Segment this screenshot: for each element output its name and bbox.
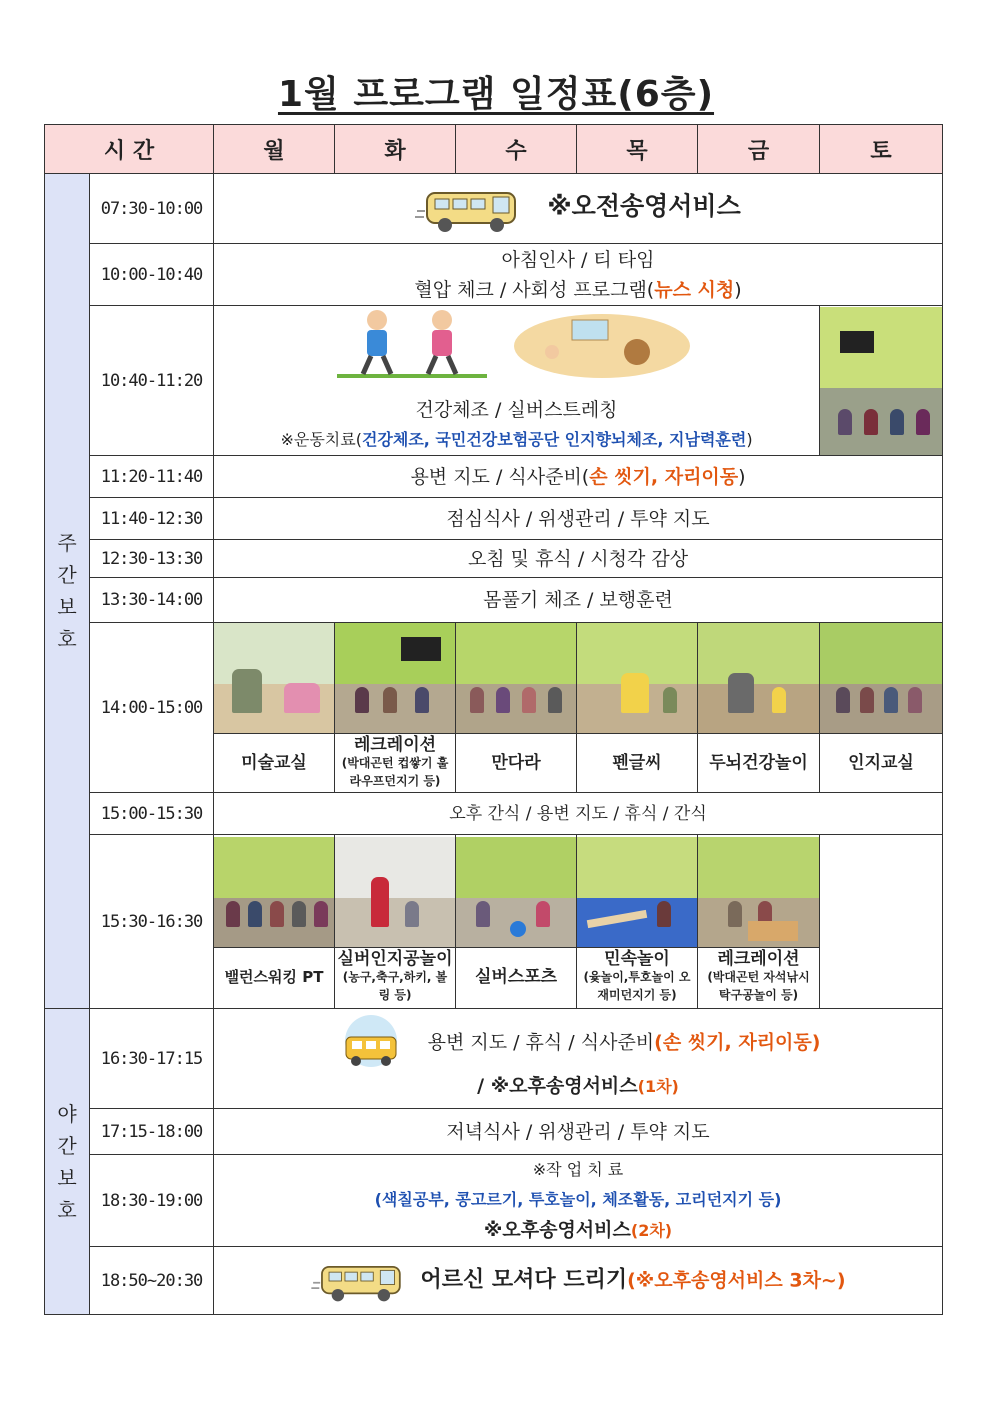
time-cell: 18:30-19:00 [90,1155,214,1247]
program-cell-fri: 레크레이션 (박대곤턴 자석낚시 탁구공놀이 등) [698,835,820,1009]
activity-cell: 오침 및 휴식 / 시청각 감상 [214,540,943,578]
page-title: 1월 프로그램 일정표(6층) [277,74,715,115]
header-mon: 월 [214,125,335,174]
header-thu: 목 [577,125,698,174]
header-sat: 토 [820,125,943,174]
time-cell: 15:30-16:30 [90,835,214,1009]
activity-photo [820,306,943,456]
time-cell: 11:20-11:40 [90,456,214,498]
activity-cell: 오후 간식 / 용변 지도 / 휴식 / 간식 [214,793,943,835]
program-cell-wed: 실버스포츠 [456,835,577,1009]
table-row [45,835,943,1009]
time-cell: 07:30-10:00 [90,174,214,244]
program-cell-tue: 실버인지공놀이 (농구,축구,하키, 볼링 등) [335,835,456,1009]
table-row [45,1247,943,1315]
table-row [45,498,943,540]
activity-cell: 저녁식사 / 위생관리 / 투약 지도 [214,1109,943,1155]
time-cell: 14:00-15:00 [90,623,214,793]
table-row [45,793,943,835]
time-cell: 15:00-15:30 [90,793,214,835]
table-row [45,306,943,456]
schedule-table [44,124,943,1315]
table-row [45,1109,943,1155]
activity-cell: 용변 지도 / 휴식 / 식사준비(손 씻기, 자리이동) / ※오후송영서비스(1차) [214,1009,943,1109]
program-cell-tue: 레크레이션 (박대곤턴 컵쌓기 훌라우프던지기 등) [335,623,456,793]
header-tue: 화 [335,125,456,174]
activity-cell: ※작 업 치 료 (색칠공부, 콩고르기, 투호놀이, 체조활동, 고리던지기 등) ※오후송영서비스(2차) [214,1155,943,1247]
activity-cell: 몸풀기 체조 / 보행훈련 [214,578,943,623]
program-cell-sat-empty [820,835,943,1009]
section-night: 야 간 보 호 [45,1009,90,1315]
header-wed: 수 [456,125,577,174]
table-row [45,623,943,793]
time-cell: 10:00-10:40 [90,244,214,306]
bus-icon [310,1258,410,1304]
program-cell-sat: 인지교실 [820,623,943,793]
table-row [45,578,943,623]
table-row [45,1155,943,1247]
header-fri: 금 [698,125,820,174]
program-cell-mon: 밸런스워킹 PT [214,835,335,1009]
table-row [45,540,943,578]
time-cell: 16:30-17:15 [90,1009,214,1109]
time-cell: 18:50~20:30 [90,1247,214,1315]
activity-cell: 용변 지도 / 식사준비(손 씻기, 자리이동) [214,456,943,498]
header-time: 시 간 [45,125,214,174]
header-row [45,125,943,174]
program-cell-mon: 미술교실 [214,623,335,793]
time-cell: 12:30-13:30 [90,540,214,578]
time-cell: 11:40-12:30 [90,498,214,540]
section-day: 주 간 보 호 [45,174,90,1009]
bus-icon [415,183,525,235]
table-row [45,244,943,306]
table-row [45,456,943,498]
time-cell: 13:30-14:00 [90,578,214,623]
program-cell-fri: 두뇌건강놀이 [698,623,820,793]
activity-cell: ※오전송영서비스 [214,174,943,244]
exercise-illustration [337,306,697,386]
activity-cell: 점심식사 / 위생관리 / 투약 지도 [214,498,943,540]
school-bus-icon [336,1015,406,1071]
program-cell-wed: 만다라 [456,623,577,793]
table-row [45,174,943,244]
activity-cell: 아침인사 / 티 타임 혈압 체크 / 사회성 프로그램(뉴스 시청) [214,244,943,306]
activity-cell: 건강체조 / 실버스트레칭 ※운동치료(건강체조, 국민건강보험공단 인지향뇌체조, 지남력훈련) [214,306,820,456]
table-row [45,1009,943,1109]
activity-cell: 어르신 모셔다 드리기(※오후송영서비스 3차~) [214,1247,943,1315]
time-cell: 10:40-11:20 [90,306,214,456]
program-cell-thu: 민속놀이 (윷놀이,투호놀이 오재미던지기 등) [577,835,698,1009]
program-cell-thu: 펜글씨 [577,623,698,793]
time-cell: 17:15-18:00 [90,1109,214,1155]
